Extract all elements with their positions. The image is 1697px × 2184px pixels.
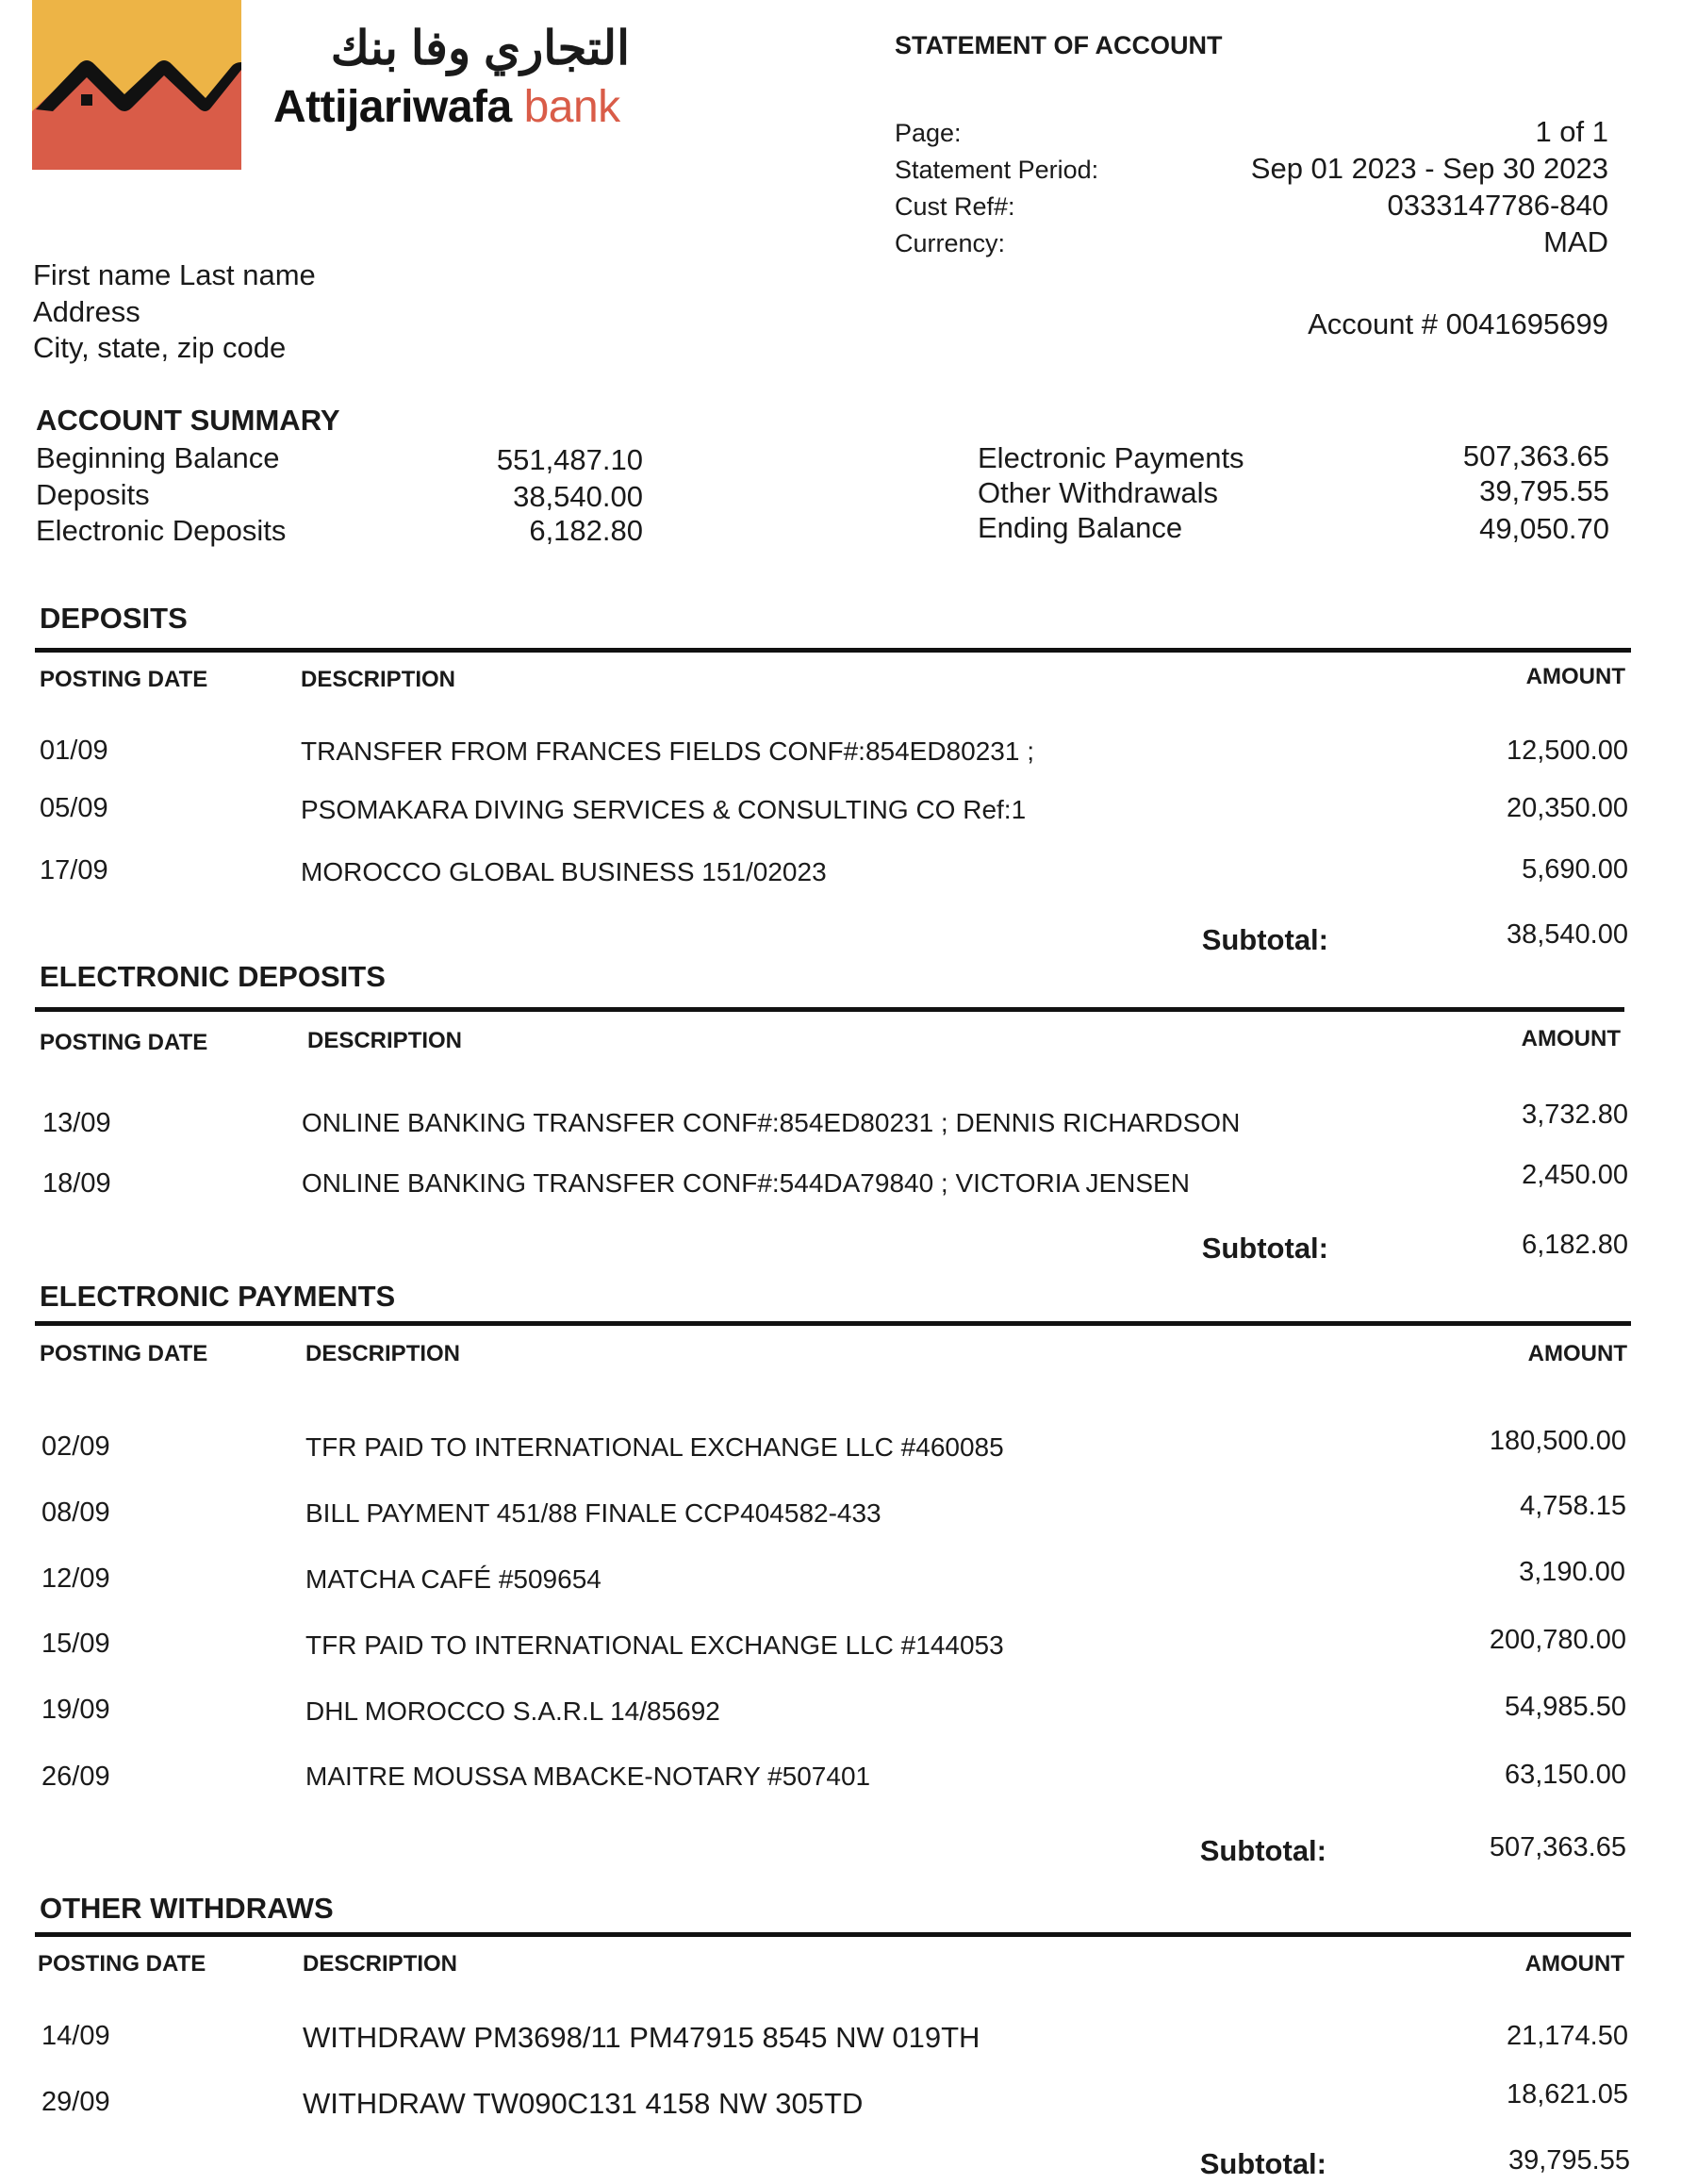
row-description: PSOMAKARA DIVING SERVICES & CONSULTING CO Ref:1: [301, 795, 1027, 824]
summary-label-electronic-deposits: Electronic Deposits: [36, 514, 287, 547]
row-amount: 12,500.00: [1506, 736, 1628, 766]
subtotal-value: 39,795.55: [1508, 2145, 1630, 2176]
col-header-amount: AMOUNT: [1527, 1341, 1627, 1366]
section-title: ELECTRONIC PAYMENTS: [40, 1280, 396, 1313]
row-description: BILL PAYMENT 451/88 FINALE CCP404582-433: [305, 1498, 881, 1528]
row-date: 12/09: [41, 1564, 110, 1594]
summary-value-electronic-deposits: 6,182.80: [529, 514, 643, 547]
col-header-amount: AMOUNT: [1524, 1951, 1624, 1977]
meta-value-page: 1 of 1: [1535, 115, 1608, 148]
row-date: 02/09: [41, 1431, 110, 1462]
row-description: WITHDRAW TW090C131 4158 NW 305TD: [303, 2087, 864, 2120]
bank-name-suffix: bank: [523, 82, 620, 132]
subtotal-value: 38,540.00: [1506, 919, 1628, 950]
row-date: 14/09: [41, 2021, 110, 2051]
row-date: 19/09: [41, 1695, 110, 1725]
row-amount: 180,500.00: [1489, 1426, 1626, 1456]
bank-logo-icon: [32, 0, 241, 170]
summary-label-other-withdrawals: Other Withdrawals: [978, 476, 1218, 509]
summary-label-ending-balance: Ending Balance: [978, 511, 1183, 544]
row-amount: 63,150.00: [1504, 1760, 1626, 1790]
meta-label-currency: Currency:: [895, 229, 1006, 257]
row-description: MOROCCO GLOBAL BUSINESS 151/02023: [301, 857, 827, 886]
meta-value-currency: MAD: [1543, 225, 1608, 258]
meta-label-period: Statement Period:: [895, 156, 1099, 184]
row-date: 08/09: [41, 1497, 110, 1528]
row-date: 26/09: [41, 1762, 110, 1792]
meta-value-period: Sep 01 2023 - Sep 30 2023: [1250, 152, 1608, 185]
meta-label-page: Page:: [895, 119, 962, 147]
account-number: Account # 0041695699: [1308, 307, 1608, 340]
row-date: 01/09: [40, 736, 108, 766]
row-amount: 21,174.50: [1506, 2021, 1628, 2051]
summary-label-electronic-payments: Electronic Payments: [978, 441, 1244, 474]
subtotal-label: Subtotal:: [1199, 2147, 1326, 2180]
row-description: MATCHA CAFÉ #509654: [305, 1564, 601, 1594]
subtotal-label: Subtotal:: [1199, 1834, 1326, 1867]
meta-label-cust-ref: Cust Ref#:: [895, 192, 1015, 221]
section-divider: [35, 1007, 1624, 1012]
summary-value-electronic-payments: 507,363.65: [1462, 439, 1609, 472]
col-header-date: POSTING DATE: [40, 1341, 208, 1366]
col-header-date: POSTING DATE: [40, 667, 208, 692]
section-title: OTHER WITHDRAWS: [40, 1892, 334, 1925]
row-amount: 3,732.80: [1522, 1100, 1628, 1130]
summary-label-deposits: Deposits: [36, 478, 150, 511]
col-header-date: POSTING DATE: [40, 1030, 208, 1055]
bank-name-main: Attijariwafa: [273, 82, 512, 132]
col-header-description: DESCRIPTION: [301, 667, 456, 692]
col-header-amount: AMOUNT: [1525, 664, 1625, 689]
row-amount: 4,758.15: [1520, 1491, 1626, 1521]
col-header-description: DESCRIPTION: [307, 1028, 463, 1053]
summary-title: ACCOUNT SUMMARY: [36, 404, 340, 437]
row-description: MAITRE MOUSSA MBACKE-NOTARY #507401: [305, 1762, 871, 1791]
row-description: TFR PAID TO INTERNATIONAL EXCHANGE LLC #460085: [305, 1432, 1004, 1462]
row-date: 05/09: [40, 793, 108, 823]
section-title: ELECTRONIC DEPOSITS: [40, 960, 386, 993]
subtotal-value: 6,182.80: [1522, 1230, 1628, 1260]
row-amount: 2,450.00: [1522, 1160, 1628, 1190]
section-title: DEPOSITS: [40, 602, 188, 635]
section-divider: [35, 1321, 1631, 1326]
summary-value-ending-balance: 49,050.70: [1479, 512, 1609, 545]
row-amount: 3,190.00: [1519, 1557, 1625, 1587]
row-date: 17/09: [40, 855, 108, 885]
summary-value-deposits: 38,540.00: [513, 480, 643, 513]
col-header-date: POSTING DATE: [38, 1951, 206, 1977]
row-amount: 20,350.00: [1506, 793, 1628, 823]
meta-value-cust-ref: 0333147786-840: [1387, 189, 1608, 222]
bank-name-arabic: [272, 21, 630, 77]
row-amount: 200,780.00: [1489, 1625, 1626, 1655]
row-description: ONLINE BANKING TRANSFER CONF#:544DA79840 ; VICTORIA JENSEN: [302, 1168, 1190, 1198]
section-divider: [35, 1932, 1631, 1937]
subtotal-label: Subtotal:: [1201, 923, 1328, 956]
summary-label-beginning-balance: Beginning Balance: [36, 441, 280, 474]
customer-city-line: City, state, zip code: [33, 331, 287, 364]
section-divider: [35, 648, 1631, 653]
row-date: 15/09: [41, 1629, 110, 1659]
bank-name-latin: [273, 81, 620, 133]
col-header-amount: AMOUNT: [1521, 1026, 1621, 1051]
bank-name-arabic-text: التجاري وفا بنك: [330, 22, 630, 74]
row-description: DHL MOROCCO S.A.R.L 14/85692: [305, 1696, 720, 1726]
subtotal-label: Subtotal:: [1201, 1232, 1328, 1265]
summary-value-other-withdrawals: 39,795.55: [1479, 474, 1609, 507]
customer-name: First name Last name: [33, 258, 316, 291]
row-amount: 54,985.50: [1504, 1692, 1626, 1722]
summary-value-beginning-balance: 551,487.10: [496, 443, 643, 476]
row-amount: 5,690.00: [1522, 854, 1628, 885]
row-date: 29/09: [41, 2087, 110, 2117]
row-description: WITHDRAW PM3698/11 PM47915 8545 NW 019TH: [303, 2021, 980, 2054]
row-amount: 18,621.05: [1506, 2079, 1628, 2110]
row-description: ONLINE BANKING TRANSFER CONF#:854ED80231 ; DENNIS RICHARDSON: [302, 1108, 1241, 1137]
row-date: 18/09: [42, 1168, 111, 1199]
row-description: TFR PAID TO INTERNATIONAL EXCHANGE LLC #144053: [305, 1630, 1004, 1660]
row-description: TRANSFER FROM FRANCES FIELDS CONF#:854ED80231 ;: [301, 736, 1034, 766]
col-header-description: DESCRIPTION: [303, 1951, 458, 1977]
col-header-description: DESCRIPTION: [305, 1341, 461, 1366]
statement-title: STATEMENT OF ACCOUNT: [895, 31, 1223, 59]
row-date: 13/09: [42, 1108, 111, 1138]
customer-address: Address: [33, 295, 140, 328]
subtotal-value: 507,363.65: [1489, 1832, 1626, 1862]
